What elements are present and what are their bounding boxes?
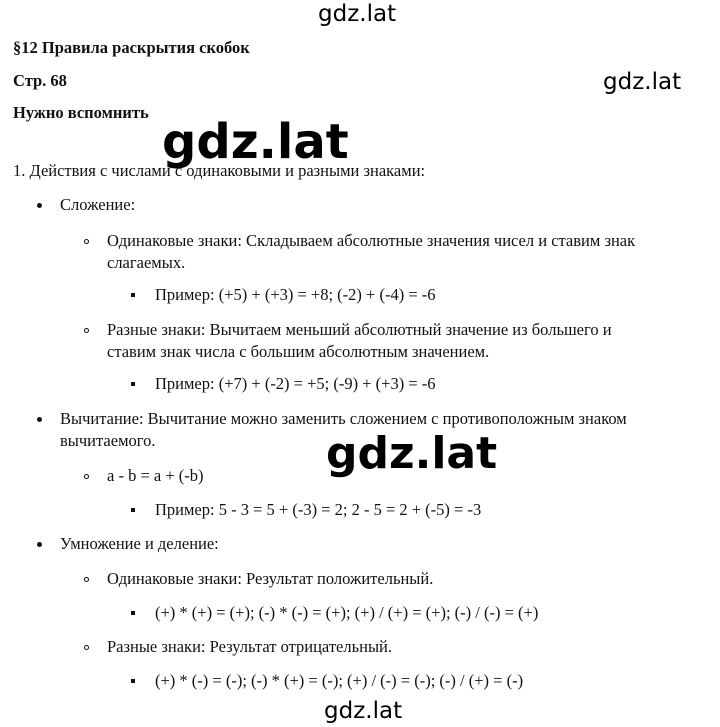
bullet-square bbox=[131, 508, 135, 512]
bullet-circle bbox=[84, 645, 89, 650]
addition-label: Сложение: bbox=[60, 195, 136, 214]
bullet-circle bbox=[84, 239, 89, 244]
multiplication-same-signs: Одинаковые знаки: Результат положительный. bbox=[107, 569, 434, 588]
bullet-square bbox=[131, 382, 135, 386]
multiplication-diff-rule: (+) * (-) = (-); (-) * (+) = (-); (+) / (-) = (-); (-) / (+) = (-) bbox=[155, 671, 524, 690]
subtraction-line2: вычитаемого. bbox=[60, 431, 156, 450]
subtraction-example: Пример: 5 - 3 = 5 + (-3) = 2; 2 - 5 = 2 + (-5) = -3 bbox=[155, 500, 482, 519]
bullet-square bbox=[131, 679, 135, 683]
subtraction-rule: a - b = a + (-b) bbox=[107, 466, 204, 485]
page-reference: Стр. 68 bbox=[13, 71, 67, 90]
watermark-right: gdz.lat bbox=[603, 69, 682, 95]
bullet-circle bbox=[84, 474, 89, 479]
addition-diff-signs-line1: Разные знаки: Вычитаем меньший абсолютный значение из большего и bbox=[107, 320, 612, 339]
bullet-disc bbox=[37, 203, 42, 208]
remember-heading: Нужно вспомнить bbox=[13, 103, 149, 122]
addition-same-example: Пример: (+5) + (+3) = +8; (-2) + (-4) = -6 bbox=[155, 285, 436, 304]
addition-diff-signs-line2: ставим знак числа с большим абсолютным значением. bbox=[107, 342, 490, 361]
addition-diff-example: Пример: (+7) + (-2) = +5; (-9) + (+3) = -6 bbox=[155, 374, 436, 393]
addition-same-signs-line2: слагаемых. bbox=[107, 253, 186, 272]
multiplication-label: Умножение и деление: bbox=[60, 534, 219, 553]
addition-same-signs-line1: Одинаковые знаки: Складываем абсолютные значения чисел и ставим знак bbox=[107, 231, 636, 250]
bullet-disc bbox=[37, 542, 42, 547]
watermark-bottom: gdz.lat bbox=[324, 698, 403, 724]
bullet-circle bbox=[84, 577, 89, 582]
watermark-top: gdz.lat bbox=[318, 1, 397, 27]
bullet-circle bbox=[84, 328, 89, 333]
multiplication-same-rule: (+) * (+) = (+); (-) * (-) = (+); (+) / (+) = (+); (-) / (-) = (+) bbox=[155, 603, 539, 622]
section-title: §12 Правила раскрытия скобок bbox=[13, 38, 250, 57]
bullet-square bbox=[131, 293, 135, 297]
bullet-disc bbox=[37, 417, 42, 422]
subtraction-line1: Вычитание: Вычитание можно заменить сложением с противоположным знаком bbox=[60, 409, 627, 428]
watermark-large-upper: gdz.lat bbox=[162, 114, 349, 170]
bullet-square bbox=[131, 611, 135, 615]
item-1-heading: 1. Действия с числами с одинаковыми и разными знаками: bbox=[13, 161, 426, 180]
multiplication-diff-signs: Разные знаки: Результат отрицательный. bbox=[107, 637, 392, 656]
watermark-large-middle: gdz.lat bbox=[326, 428, 498, 479]
